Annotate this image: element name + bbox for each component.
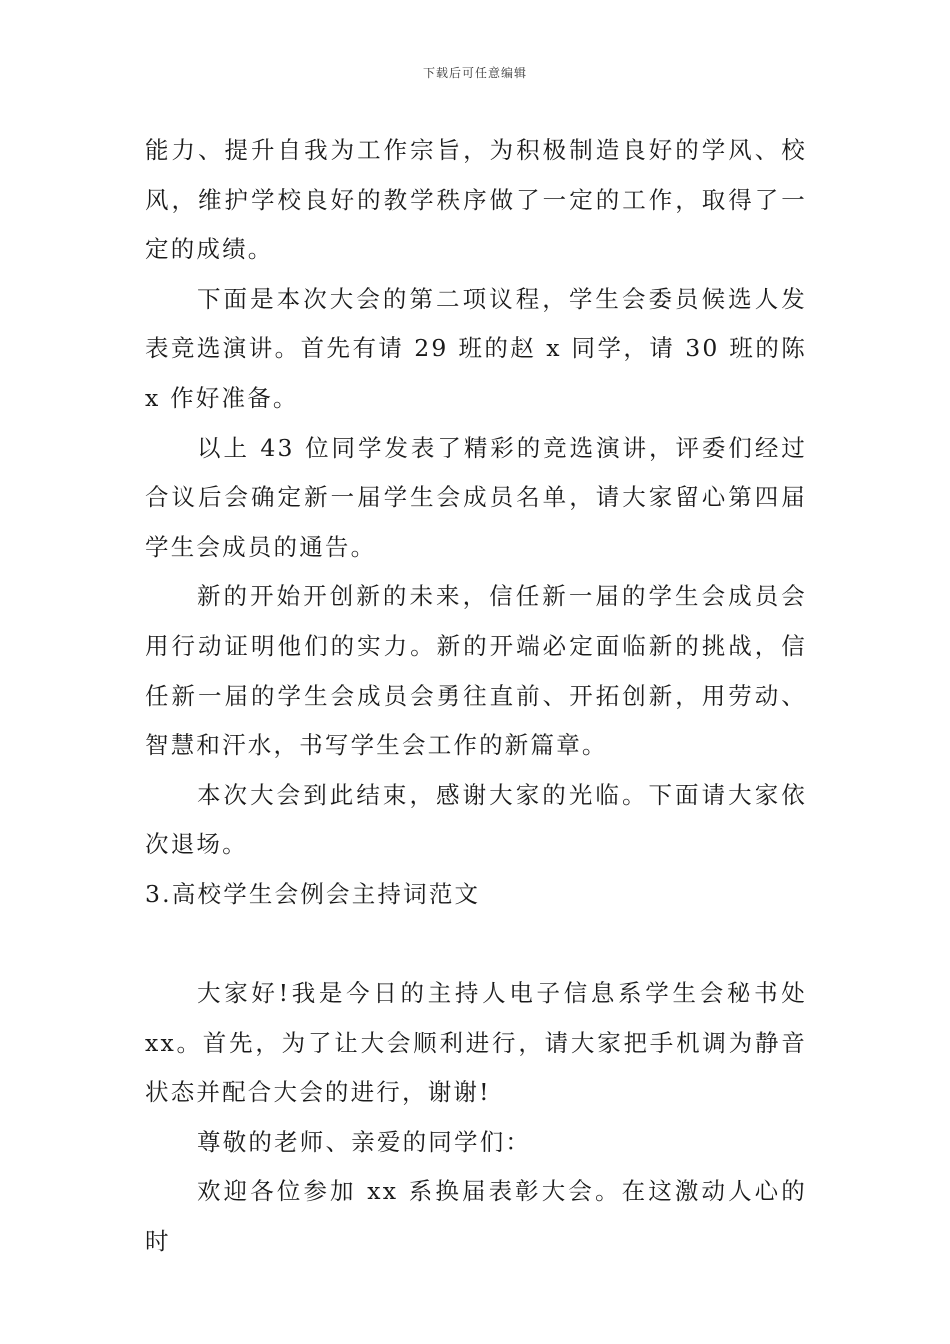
paragraph-3: 以上 43 位同学发表了精彩的竞选演讲，评委们经过合议后会确定新一届学生会成员名单，请大家留心第四届学生会成员的通告。 — [145, 433, 807, 561]
document-body — [145, 126, 807, 1267]
page-header-note: 下载后可任意编辑 — [422, 66, 527, 80]
section-heading: 3.高校学生会例会主持词范文 — [145, 879, 481, 908]
paragraph-8: 欢迎各位参加 xx 系换届表彰大会。在这激动人心的时 — [145, 1177, 807, 1256]
paragraph-4: 新的开始开创新的未来，信任新一届的学生会成员会用行动证明他们的实力。新的开端必定面临新的挑战，信任新一届的学生会成员会勇往直前、开拓创新，用劳动、智慧和汗水，书写学生会工作的新篇章。 — [145, 582, 807, 760]
paragraph-5: 本次大会到此结束，感谢大家的光临。下面请大家依次退场。 — [145, 780, 807, 859]
blank-line — [145, 920, 807, 970]
paragraph-6: 大家好!我是今日的主持人电子信息系学生会秘书处xx。首先，为了让大会顺利进行，请大家把手机调为静音状态并配合大会的进行，谢谢! — [145, 979, 807, 1107]
paragraph-7: 尊敬的老师、亲爱的同学们： — [197, 1127, 532, 1156]
paragraph-2: 下面是本次大会的第二项议程，学生会委员候选人发表竞选演讲。首先有请 29 班的赵 x 同学，请 30 班的陈 x 作好准备。 — [145, 284, 807, 412]
paragraph-1: 能力、提升自我为工作宗旨，为积极制造良好的学风、校风，维护学校良好的教学秩序做了一定的工作，取得了一定的成绩。 — [145, 136, 807, 264]
